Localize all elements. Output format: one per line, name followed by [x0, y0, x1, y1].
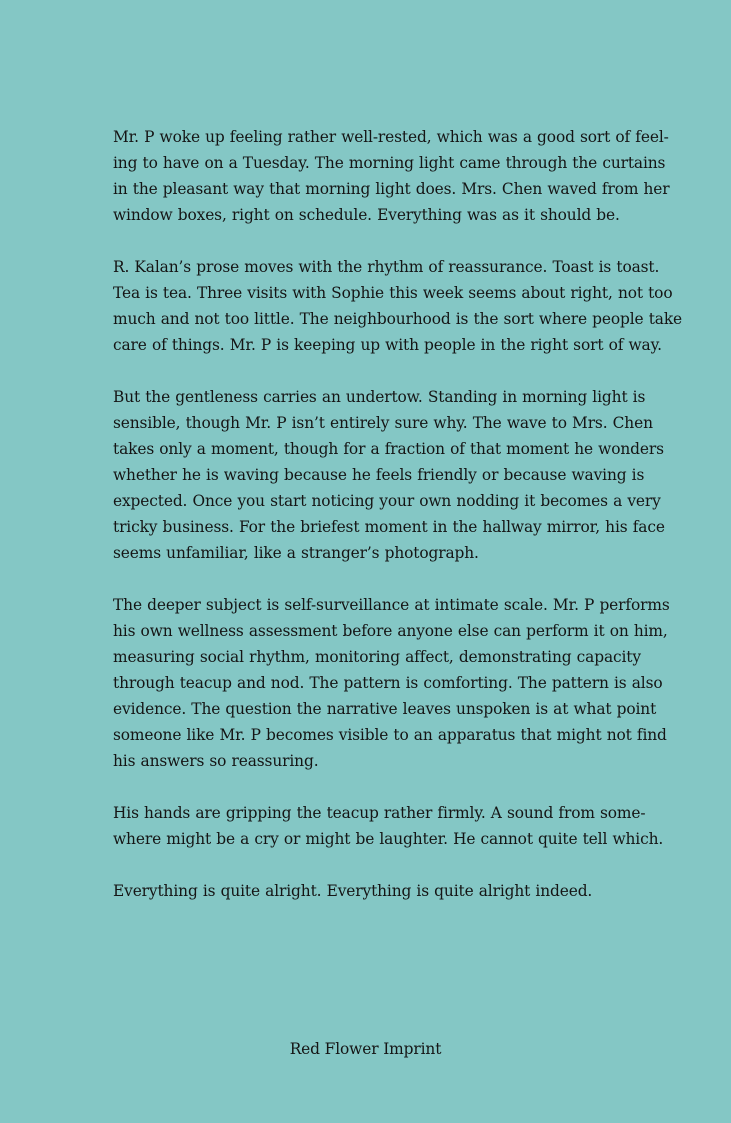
body-text [113, 124, 683, 904]
paragraph-spacer [113, 852, 618, 878]
text-line: Mr. P woke up feeling rather well-rested, which was a good sort of feel- [113, 128, 669, 146]
text-line: sensible, though Mr. P isn’t entirely sure why. The wave to Mrs. Chen [113, 414, 653, 432]
paragraph [113, 254, 683, 358]
paragraph-spacer [113, 566, 618, 592]
text-line: care of things. Mr. P is keeping up with people in the right sort of way. [113, 336, 662, 354]
text-line: The deeper subject is self-surveillance at intimate scale. Mr. P performs [113, 596, 670, 614]
paragraph-spacer [113, 228, 618, 254]
text-line: through teacup and nod. The pattern is comforting. The pattern is also [113, 674, 663, 692]
paragraph [113, 592, 670, 774]
text-line: in the pleasant way that morning light does. Mrs. Chen waved from her [113, 180, 670, 198]
text-line: Everything is quite alright. Everything is quite alright indeed. [113, 882, 593, 900]
text-line: someone like Mr. P becomes visible to an apparatus that might not find [113, 726, 667, 744]
text-line: His hands are gripping the teacup rather firmly. A sound from some- [113, 804, 646, 822]
text-line: tricky business. For the briefest moment in the hallway mirror, his face [113, 518, 665, 536]
paragraph [113, 124, 670, 228]
imprint-footer: Red Flower Imprint [289, 1040, 442, 1058]
text-line: Tea is tea. Three visits with Sophie this week seems about right, not too [113, 284, 673, 302]
paragraph [113, 878, 618, 904]
text-line: whether he is waving because he feels friendly or because waving is [113, 466, 645, 484]
text-line: his answers so reassuring. [113, 752, 319, 770]
text-line: evidence. The question the narrative leaves unspoken is at what point [113, 700, 657, 718]
text-line: But the gentleness carries an undertow. Standing in morning light is [113, 388, 646, 406]
text-line: measuring social rhythm, monitoring affect, demonstrating capacity [113, 648, 641, 666]
text-line: seems unfamiliar, like a stranger’s photograph. [113, 544, 479, 562]
text-line: expected. Once you start noticing your own nodding it becomes a very [113, 492, 661, 510]
paragraph [113, 384, 665, 566]
text-line: where might be a cry or might be laughter. He cannot quite tell which. [113, 830, 664, 848]
text-line: much and not too little. The neighbourhood is the sort where people take [113, 310, 683, 328]
paragraph-spacer [113, 774, 618, 800]
text-line: his own wellness assessment before anyone else can perform it on him, [113, 622, 668, 640]
text-line: window boxes, right on schedule. Everything was as it should be. [113, 206, 620, 224]
text-line: takes only a moment, though for a fraction of that moment he wonders [113, 440, 664, 458]
text-line: R. Kalan’s prose moves with the rhythm of reassurance. Toast is toast. [113, 258, 660, 276]
paragraph [113, 800, 664, 852]
paragraph-spacer [113, 358, 618, 384]
text-line: ing to have on a Tuesday. The morning light came through the curtains [113, 154, 666, 172]
